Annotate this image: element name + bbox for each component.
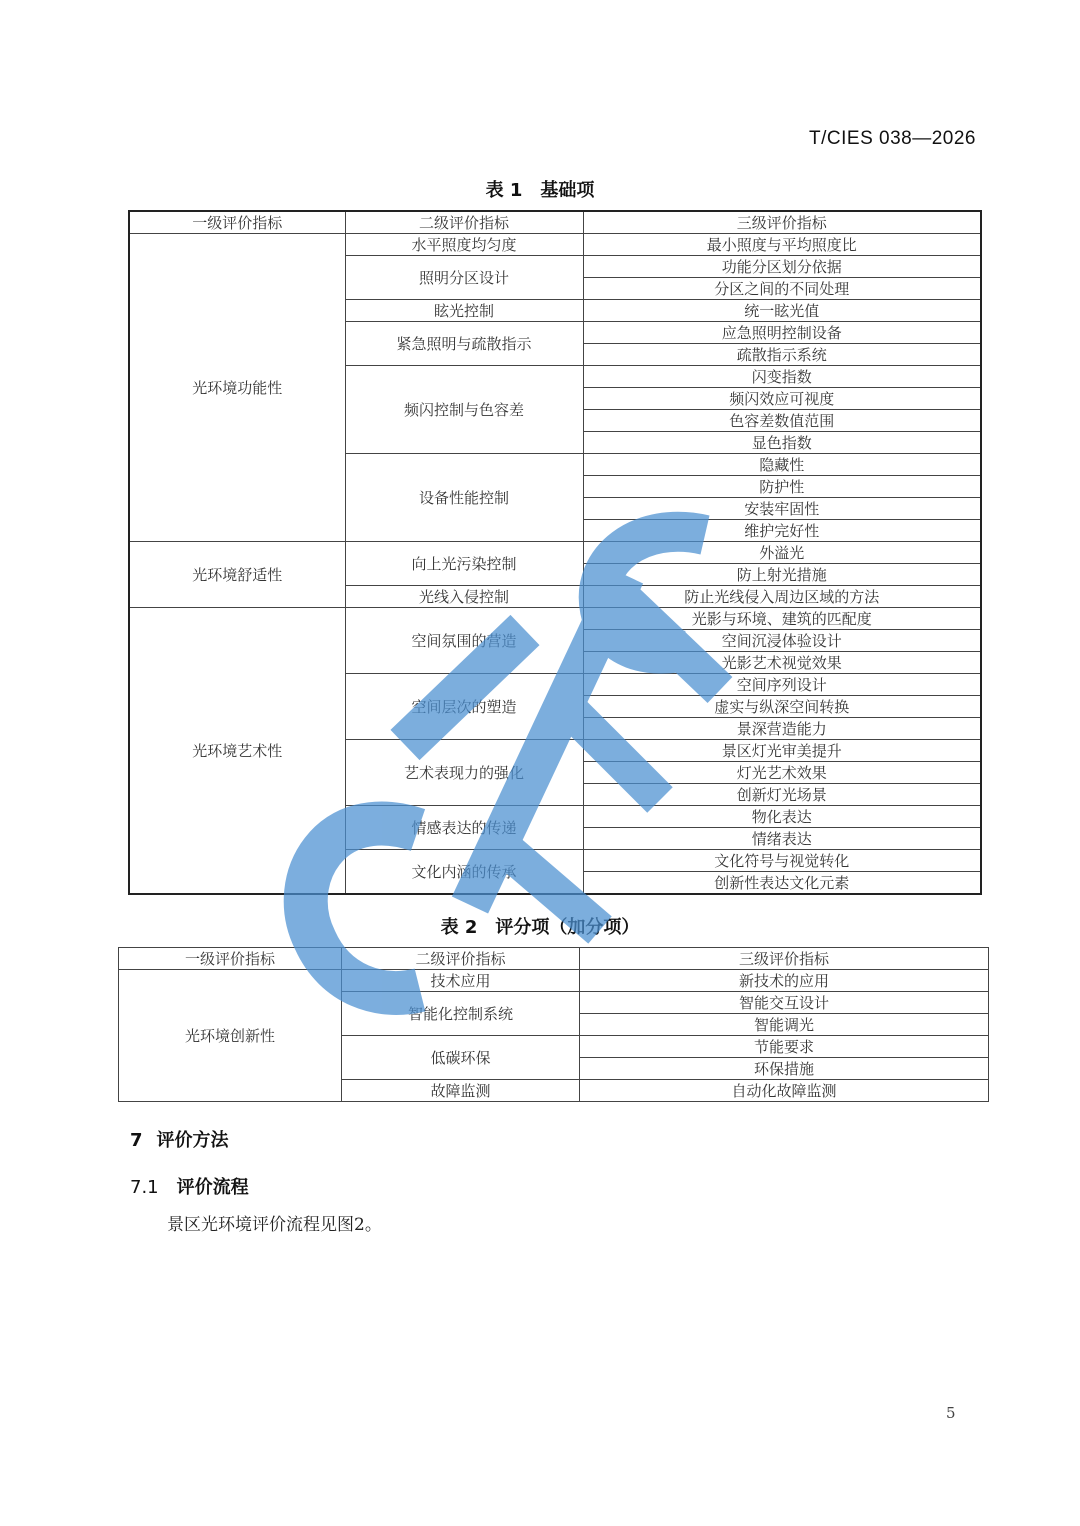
header-level1: 一级评价指标	[119, 948, 342, 970]
level3-cell: 最小照度与平均照度比	[583, 234, 981, 256]
section-title: 评价方法	[156, 1130, 229, 1151]
header-level1: 一级评价指标	[129, 211, 345, 234]
table1-caption: 表 1 基础项	[485, 180, 595, 201]
level3-cell: 维护完好性	[583, 520, 981, 542]
table2-caption: 表 2 评分项（加分项）	[440, 917, 640, 938]
header-level3: 三级评价指标	[583, 211, 981, 234]
level2-cell: 设备性能控制	[345, 454, 583, 542]
section-number: 7	[130, 1130, 143, 1151]
section-title: 评价流程	[176, 1177, 249, 1198]
level2-cell: 频闪控制与色容差	[345, 366, 583, 454]
level2-cell: 水平照度均匀度	[345, 234, 583, 256]
level3-cell: 空间序列设计	[583, 674, 981, 696]
level3-cell: 节能要求	[580, 1036, 989, 1058]
level3-cell: 色容差数值范围	[583, 410, 981, 432]
table-header-row	[119, 948, 989, 970]
table-header-row	[129, 211, 981, 234]
level3-cell: 光影与环境、建筑的匹配度	[583, 608, 981, 630]
level3-cell: 应急照明控制设备	[583, 322, 981, 344]
standard-code: T/CIES 038—2026	[809, 128, 976, 149]
header-level2: 二级评价指标	[345, 211, 583, 234]
level3-cell: 防上射光措施	[583, 564, 981, 586]
level2-cell: 故障监测	[342, 1080, 580, 1102]
level1-cell: 光环境功能性	[129, 234, 345, 542]
level3-cell: 环保措施	[580, 1058, 989, 1080]
table-row	[129, 608, 981, 630]
level3-cell: 景深营造能力	[583, 718, 981, 740]
level2-cell: 照明分区设计	[345, 256, 583, 300]
level2-cell: 向上光污染控制	[345, 542, 583, 586]
table-basic-items	[128, 210, 982, 895]
level1-cell: 光环境创新性	[119, 970, 342, 1102]
level3-cell: 频闪效应可视度	[583, 388, 981, 410]
level3-cell: 灯光艺术效果	[583, 762, 981, 784]
level1-cell: 光环境舒适性	[129, 542, 345, 608]
level2-cell: 技术应用	[342, 970, 580, 992]
level3-cell: 显色指数	[583, 432, 981, 454]
level3-cell: 创新性表达文化元素	[583, 872, 981, 895]
level3-cell: 虚实与纵深空间转换	[583, 696, 981, 718]
level3-cell: 新技术的应用	[580, 970, 989, 992]
level2-cell: 低碳环保	[342, 1036, 580, 1080]
level2-cell: 智能化控制系统	[342, 992, 580, 1036]
header-level2: 二级评价指标	[342, 948, 580, 970]
level3-cell: 创新灯光场景	[583, 784, 981, 806]
page-number: 5	[946, 1404, 956, 1422]
section-7-1-heading	[130, 1173, 249, 1199]
level3-cell: 防护性	[583, 476, 981, 498]
table-row	[129, 542, 981, 564]
body-paragraph: 景区光环境评价流程见图2。	[167, 1215, 382, 1235]
level3-cell: 智能调光	[580, 1014, 989, 1036]
level2-cell: 眩光控制	[345, 300, 583, 322]
table-row	[119, 970, 989, 992]
level2-cell: 空间层次的塑造	[345, 674, 583, 740]
level3-cell: 情绪表达	[583, 828, 981, 850]
level3-cell: 空间沉浸体验设计	[583, 630, 981, 652]
level3-cell: 文化符号与视觉转化	[583, 850, 981, 872]
table-bonus-items	[118, 947, 989, 1102]
level2-cell: 情感表达的传递	[345, 806, 583, 850]
level3-cell: 疏散指示系统	[583, 344, 981, 366]
level3-cell: 外溢光	[583, 542, 981, 564]
header-level3: 三级评价指标	[580, 948, 989, 970]
level2-cell: 光线入侵控制	[345, 586, 583, 608]
section-number: 7.1	[130, 1177, 159, 1198]
level2-cell: 文化内涵的传承	[345, 850, 583, 895]
level3-cell: 闪变指数	[583, 366, 981, 388]
level3-cell: 智能交互设计	[580, 992, 989, 1014]
level3-cell: 自动化故障监测	[580, 1080, 989, 1102]
section-7-heading	[130, 1126, 229, 1152]
level3-cell: 物化表达	[583, 806, 981, 828]
level1-cell: 光环境艺术性	[129, 608, 345, 895]
table-row	[129, 234, 981, 256]
level2-cell: 艺术表现力的强化	[345, 740, 583, 806]
level3-cell: 光影艺术视觉效果	[583, 652, 981, 674]
level2-cell: 空间氛围的营造	[345, 608, 583, 674]
level2-cell: 紧急照明与疏散指示	[345, 322, 583, 366]
level3-cell: 分区之间的不同处理	[583, 278, 981, 300]
level3-cell: 统一眩光值	[583, 300, 981, 322]
level3-cell: 安装牢固性	[583, 498, 981, 520]
level3-cell: 功能分区划分依据	[583, 256, 981, 278]
level3-cell: 景区灯光审美提升	[583, 740, 981, 762]
level3-cell: 防止光线侵入周边区域的方法	[583, 586, 981, 608]
level3-cell: 隐藏性	[583, 454, 981, 476]
